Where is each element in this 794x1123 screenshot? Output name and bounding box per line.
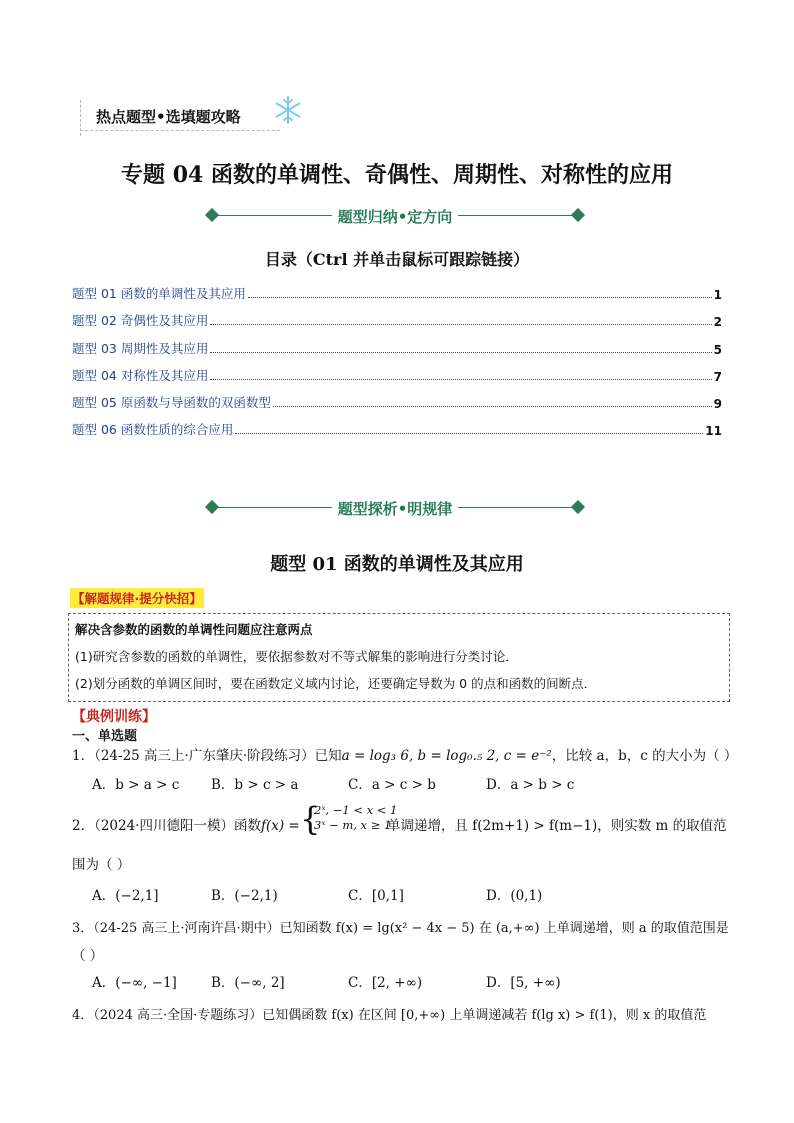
option-a[interactable]: A．(−2,1] [92, 888, 159, 904]
question-math: a = log₃ 6, b = log₀.₅ 2, c = e⁻² [341, 748, 552, 764]
question-3-wrap: （ ） [72, 948, 104, 964]
option-a[interactable]: A．b > a > c [92, 777, 180, 793]
option-b[interactable]: B．(−∞, 2] [211, 975, 285, 991]
toc-item-page: 2 [713, 315, 722, 329]
tip-line: (1)研究含参数的函数的单调性，要依据参数对不等式解集的影响进行分类讨论． [75, 649, 518, 664]
toc-item[interactable] [72, 311, 722, 329]
option-d[interactable]: D．a > b > c [486, 777, 575, 793]
banner-label: 题型归纳•定方向 [332, 208, 459, 226]
toc-item-label: 题型 06 函数性质的综合应用 [72, 422, 234, 437]
toc-item-label: 题型 05 原函数与导函数的双函数型 [72, 395, 271, 410]
toc-item-label: 题型 03 周期性及其应用 [72, 341, 209, 356]
toc-item[interactable] [72, 284, 722, 302]
question-2-cont: 单调递增，且 f(2m+1) > f(m−1)，则实数 m 的取值范 [387, 818, 727, 834]
snowflake-icon [273, 95, 303, 125]
banner-label: 题型探析•明规律 [332, 500, 459, 518]
toc-leader [210, 324, 711, 325]
toc-item-page: 5 [713, 343, 722, 357]
toc-leader [273, 406, 712, 407]
piecewise-cases [314, 803, 397, 833]
piecewise-brace: { [300, 800, 321, 838]
toc-item[interactable] [72, 366, 722, 384]
toc-item-page: 7 [713, 370, 722, 384]
option-d[interactable]: D．(0,1) [486, 888, 543, 904]
option-b[interactable]: B．(−2,1) [211, 888, 278, 904]
toc-item[interactable] [72, 339, 722, 357]
toc-item-label: 题型 04 对称性及其应用 [72, 368, 209, 383]
question-2-wrap: 围为（ ） [72, 857, 131, 873]
toc-item-label: 题型 01 函数的单调性及其应用 [72, 286, 246, 301]
toc-item-label: 题型 02 奇偶性及其应用 [72, 313, 209, 328]
training-label: 【典例训练】 [72, 709, 156, 725]
option-a[interactable]: A．(−∞, −1] [92, 975, 177, 991]
toc-item-page: 11 [705, 424, 722, 438]
question-2 [72, 814, 300, 834]
tip-heading: 解决含参数的函数的单调性问题应注意两点 [75, 622, 313, 637]
question-text: 1．（24-25 高三上·广东肇庆·阶段练习）已知 [72, 748, 342, 764]
option-c[interactable]: C．a > c > b [348, 777, 436, 793]
question-1 [72, 744, 737, 764]
section-title: 题型 01 函数的单调性及其应用 [270, 554, 524, 575]
section-banner-summary [205, 205, 585, 227]
section-banner-analysis [205, 497, 585, 519]
tip-line: (2)划分函数的单调区间时，要在函数定义域内讨论，还要确定导数为 0 的点和函数的间断点． [75, 676, 597, 691]
single-choice-label: 一、单选题 [72, 729, 138, 744]
piecewise-case: 2ˣ, −1 < x < 1 [314, 803, 398, 817]
question-text: ，比较 a，b，c 的大小为（ ） [551, 748, 738, 764]
toc-title: 目录（Ctrl 并单击鼠标可跟踪链接） [264, 250, 530, 269]
toc-item-page: 1 [713, 288, 722, 302]
toc-leader [210, 379, 711, 380]
question-3: 3．（24-25 高三上·河南许昌·期中）已知函数 f(x) = lg(x² − 4x − 5) 在 (a,+∞) 上单调递增，则 a 的取值范围是 [72, 921, 729, 936]
tip-label: 【解题规律·提分快招】 [70, 588, 204, 608]
question-4: 4．（2024 高三·全国·专题练习）已知偶函数 f(x) 在区间 [0,+∞) 上单调递减若 f(lg x) > f(1)，则 x 的取值范 [72, 1008, 707, 1023]
toc-leader [248, 297, 712, 298]
page-title: 专题 04 函数的单调性、奇偶性、周期性、对称性的应用 [121, 162, 673, 188]
option-c[interactable]: C．[0,1] [348, 888, 404, 904]
piecewise-case: 3ˣ − m, x ≥ 1 [314, 818, 392, 832]
toc-leader [210, 352, 711, 353]
question-text: 2．（2024·四川德阳一模）函数 [72, 818, 261, 834]
toc-leader [235, 433, 703, 434]
toc-item-page: 9 [713, 397, 722, 411]
option-c[interactable]: C．[2, +∞) [348, 975, 423, 991]
toc-item[interactable] [72, 420, 722, 438]
option-d[interactable]: D．[5, +∞) [486, 975, 561, 991]
question-math: f(x) = [261, 818, 300, 834]
header-divider-horizontal [80, 130, 280, 131]
header-tag: 热点题型•选填题攻略 [96, 108, 241, 126]
toc-item[interactable] [72, 393, 722, 411]
option-b[interactable]: B．b > c > a [211, 777, 299, 793]
